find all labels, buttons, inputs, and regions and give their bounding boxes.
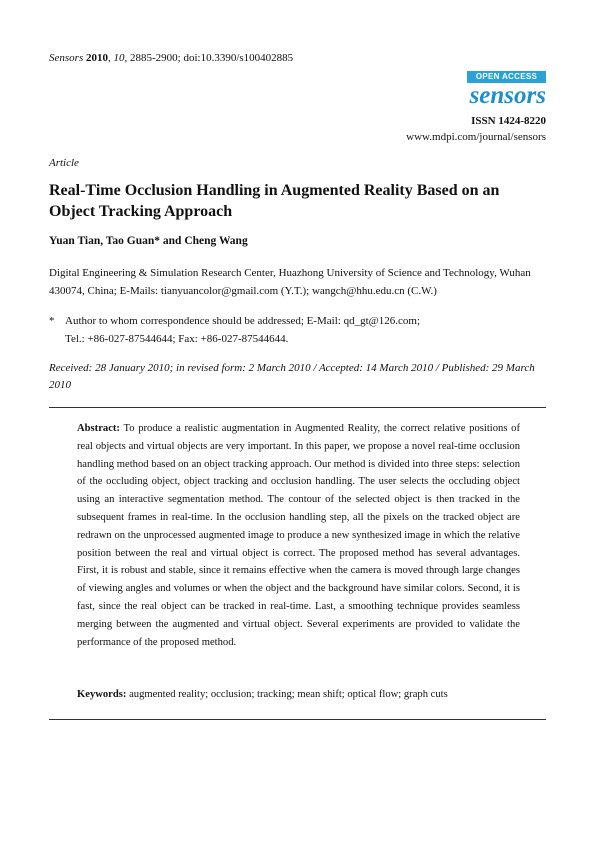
journal-url[interactable]: www.mdpi.com/journal/sensors <box>406 131 546 143</box>
corr-line-1: Author to whom correspondence should be addressed; E-Mail: qd_gt@126.com; <box>65 315 421 327</box>
journal-logo-text: sensors <box>469 82 546 109</box>
keywords <box>77 689 520 700</box>
corr-star: * <box>49 315 55 327</box>
abstract-label: Abstract: <box>77 423 120 434</box>
issn: ISSN 1424-8220 <box>471 115 546 127</box>
citation-line: Sensors 2010, 10, 2885-2900; doi:10.3390/s100402885 <box>49 52 294 64</box>
citation-journal: Sensors <box>49 52 84 64</box>
abstract <box>77 420 520 651</box>
correspondence <box>49 312 420 348</box>
citation-volume: 10 <box>113 52 125 64</box>
article-type: Article <box>49 157 79 169</box>
citation-year: 2010 <box>85 52 108 64</box>
top-divider <box>49 407 546 408</box>
corr-line-2: Tel.: +86-027-87544644; Fax: +86-027-87544644. <box>65 333 289 345</box>
keywords-label: Keywords: <box>77 689 127 700</box>
publication-dates: Received: 28 January 2010; in revised form: 2 March 2010 / Accepted: 14 March 2010 / Published: 29 March 2010 <box>49 362 535 391</box>
affiliation: Digital Engineering & Simulation Research Center, Huazhong University of Science and Technology, Wuhan 430074, China; E-Mails: tianyuancolor@gmail.com (Y.T.); wangch@hhu.edu.cn (C.W.) <box>49 267 531 297</box>
authors: Yuan Tian, Tao Guan* and Cheng Wang <box>49 235 248 247</box>
keywords-text: augmented reality; occlusion; tracking; mean shift; optical flow; graph cuts <box>129 689 448 700</box>
open-access-badge: OPEN ACCESS <box>467 71 546 83</box>
abstract-text: To produce a realistic augmentation in Augmented Reality, the correct relative positions of real objects and virtual objects are very important. In this paper, we propose a novel real-time occlusion handling method based on an object tracking approach. Our method is divided into three steps: selection of the occluding object, object tracking and occlusion handling. The user selects the occluding object using an interactive segmentation method. The contour of the selected object is then tracked in the subsequent frames in real-time. In the occlusion handling step, all the pixels on the tracked object are redrawn on the unprocessed augmented image to produce a new synthesized image in which the relative position between the real and virtual object is correct. The proposed method has several advantages. First, it is robust and stable, since it remains effective when the camera is moved through large changes of viewing angles and volumes or when the object and the background have similar colors. Second, it is fast, since the real object can be tracked in real-time. Last, a smoothing technique provides seamless merging between the augmented and virtual object. Several experiments are provided to validate the performance of the proposed method. <box>77 423 520 648</box>
article-title: Real-Time Occlusion Handling in Augmented Reality Based on an Object Tracking Approach <box>49 182 500 220</box>
citation-pages-doi: , 2885-2900; doi:10.3390/s100402885 <box>124 52 294 64</box>
bottom-divider <box>49 719 546 720</box>
